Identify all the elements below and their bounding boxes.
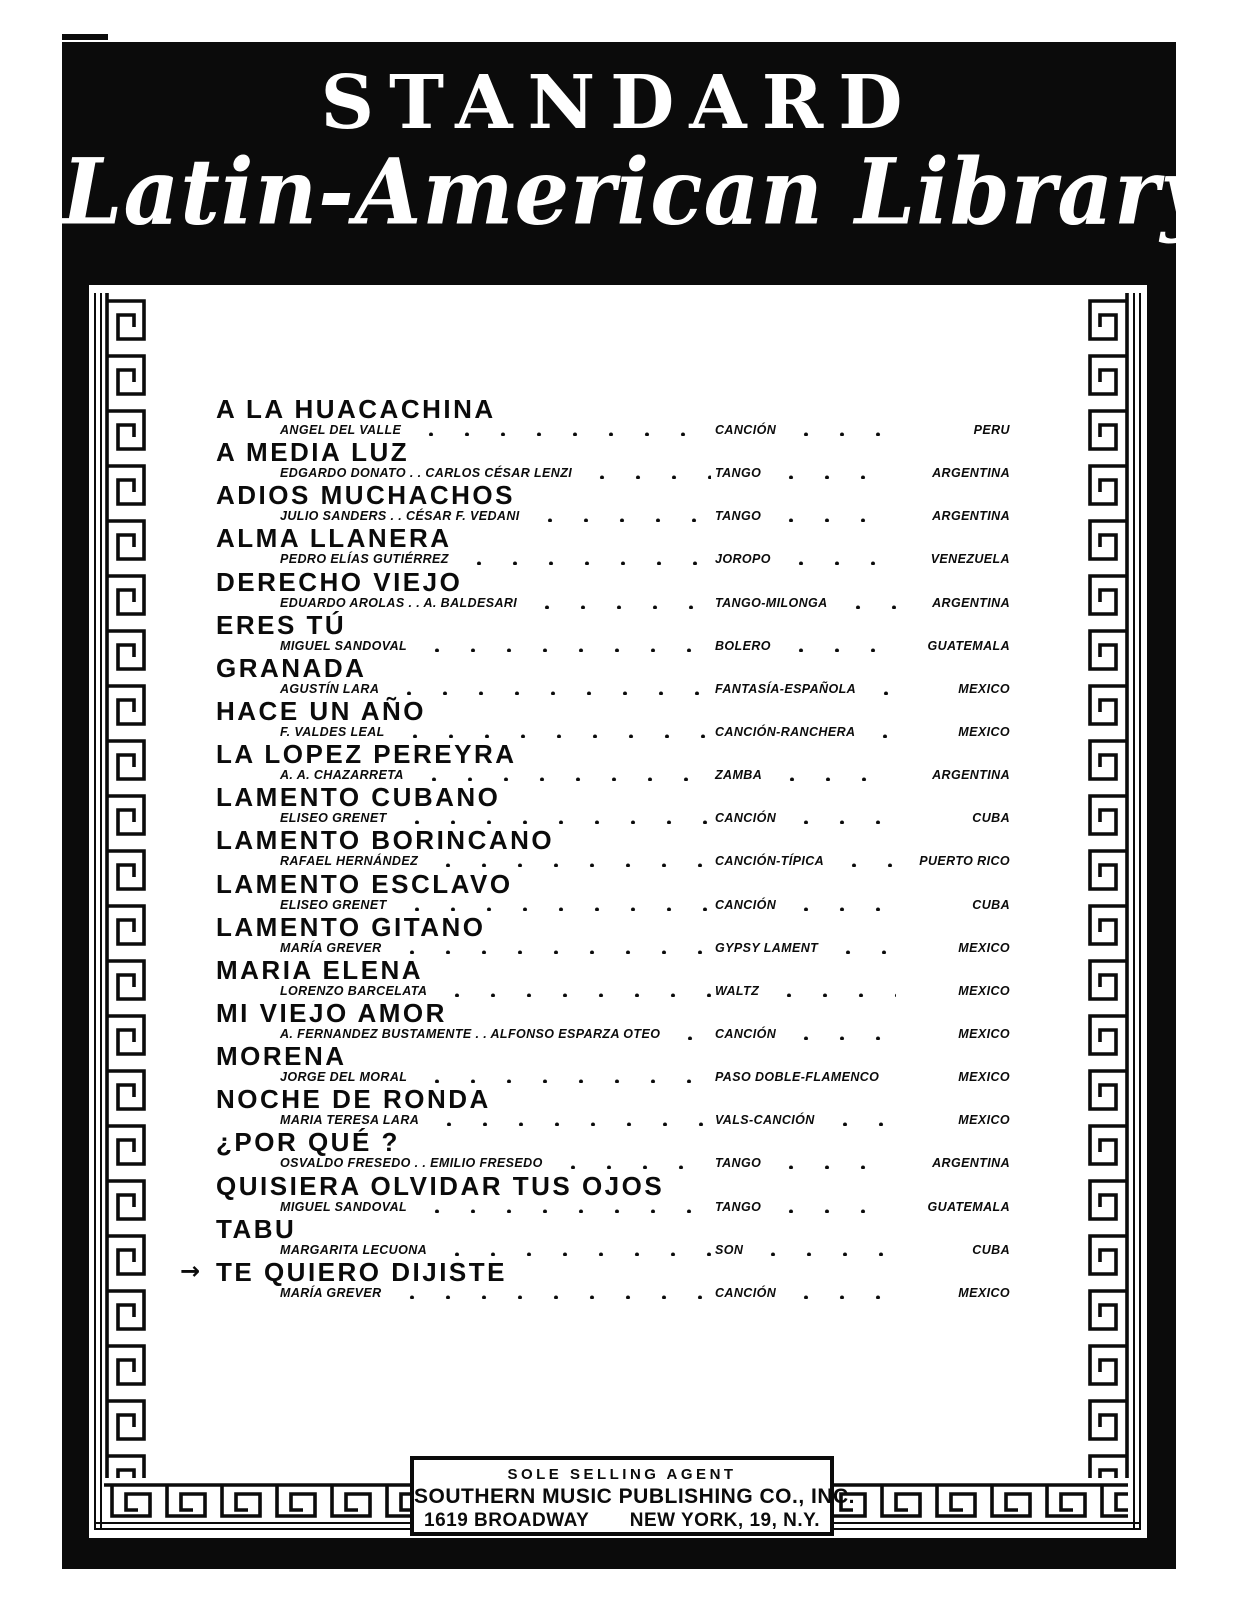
song-title: NOCHE DE RONDA (216, 1084, 491, 1115)
song-genre: TANGO (715, 509, 762, 524)
dot-leader (411, 431, 711, 436)
dot-leader (786, 1035, 896, 1040)
song-credit-line (216, 1243, 1010, 1257)
song-title-line (216, 1213, 1010, 1244)
dot-leader (834, 862, 896, 867)
song-entry (216, 396, 1010, 439)
song-country: MEXICO (958, 724, 1010, 739)
song-composer: JORGE DEL MORAL (280, 1070, 408, 1085)
dot-leader (786, 819, 896, 824)
song-title: A LA HUACACHINA (216, 394, 496, 424)
dot-leader (417, 1078, 711, 1083)
song-credit-line (216, 811, 1010, 825)
dot-leader (786, 431, 896, 436)
song-title-line (216, 439, 1010, 466)
publisher-street: 1619 BROADWAY (424, 1510, 590, 1531)
song-genre: SON (715, 1242, 744, 1257)
genre-cell (715, 984, 900, 998)
publisher-city: NEW YORK, 19, N.Y. (629, 1510, 820, 1531)
song-title-line (216, 911, 1010, 942)
song-entry (216, 1129, 1010, 1172)
song-genre: VALS-CANCIÓN (715, 1113, 815, 1128)
song-genre: JOROPO (715, 552, 771, 567)
dot-leader (838, 604, 896, 609)
right-rule-outer (1139, 293, 1141, 1530)
composer-cell (216, 639, 715, 653)
song-composer: ELISEO GRENET (280, 897, 387, 912)
selling-agent-box (410, 1456, 856, 1536)
song-title-line (216, 1129, 1010, 1156)
dot-leader (771, 1164, 896, 1169)
song-composer: F. VALDES LEAL (280, 724, 385, 739)
song-entry (216, 911, 1010, 957)
song-credit-line (216, 639, 1010, 653)
song-country: MEXICO (958, 1026, 1010, 1041)
greek-key-border-right (1086, 293, 1130, 1478)
song-composer: A. FERNANDEZ BUSTAMENTE . . ALFONSO ESPARZA OTEO (280, 1026, 661, 1041)
song-credit-line (216, 509, 1010, 523)
song-entry (216, 439, 1010, 482)
composer-cell (216, 466, 715, 480)
genre-cell (715, 552, 900, 566)
song-entry (216, 1213, 1010, 1259)
composer-cell (216, 898, 715, 912)
song-composer: EDGARDO DONATO . . CARLOS CÉSAR LENZI (280, 466, 573, 481)
song-genre: CANCIÓN-TÍPICA (715, 854, 825, 869)
song-composer: MARGARITA LECUONA (280, 1242, 428, 1257)
song-composer: MIGUEL SANDOVAL (280, 1199, 408, 1214)
song-composer: A. A. CHAZARRETA (280, 768, 404, 783)
song-entry (216, 827, 1010, 870)
song-credit-line (216, 423, 1010, 437)
song-entry (216, 525, 1010, 568)
dot-leader (866, 690, 896, 695)
song-credit-line (216, 1113, 1010, 1127)
composer-cell (216, 1113, 715, 1127)
song-title: MI VIEJO AMOR (216, 997, 447, 1028)
song-composer: JULIO SANDERS . . CÉSAR F. VEDANI (280, 509, 520, 524)
song-credit-line (216, 1286, 1010, 1300)
header-block (62, 42, 1212, 285)
song-title: LA LOPEZ PEREYRA (216, 739, 517, 770)
composer-cell (216, 596, 715, 610)
song-title-line (216, 482, 1010, 509)
genre-cell (715, 898, 900, 912)
song-country: MEXICO (958, 940, 1010, 955)
left-rule-inner (100, 293, 102, 1530)
dot-leader (582, 474, 711, 479)
song-title-line (216, 868, 1010, 899)
dot-leader (417, 1208, 711, 1213)
genre-cell (715, 941, 900, 955)
song-country: GUATEMALA (927, 638, 1010, 653)
song-credit-line (216, 941, 1010, 955)
song-title-line (216, 525, 1010, 552)
song-title-line (216, 695, 1010, 726)
song-composer: MARÍA GREVER (280, 940, 382, 955)
song-title: TE QUIERO DIJISTE (216, 1256, 507, 1287)
song-title-line (216, 396, 1010, 423)
song-entry (216, 868, 1010, 914)
song-genre: CANCIÓN (715, 1285, 777, 1300)
dot-leader (828, 949, 896, 954)
song-entry (216, 954, 1010, 1000)
song-composer: ELISEO GRENET (280, 811, 387, 826)
arrow-marker-icon: → (180, 1256, 203, 1285)
song-title-line (216, 1086, 1010, 1113)
dot-leader (397, 906, 711, 911)
song-country: ARGENTINA (932, 466, 1010, 481)
song-composer: AGUSTÍN LARA (280, 681, 380, 696)
song-entry (216, 741, 1010, 784)
scan-artifact-dash (62, 34, 108, 40)
song-title-line (216, 784, 1010, 811)
song-title: DERECHO VIEJO (216, 566, 463, 597)
song-composer: MIGUEL SANDOVAL (280, 638, 408, 653)
composer-cell (216, 552, 715, 566)
dot-leader (670, 1035, 711, 1040)
dot-leader (428, 862, 711, 867)
song-title: LAMENTO GITANO (216, 911, 486, 942)
series-title: STANDARD (320, 60, 918, 146)
composer-cell (216, 682, 715, 696)
song-genre: BOLERO (715, 638, 771, 653)
song-country: ARGENTINA (932, 509, 1010, 524)
song-credit-line (216, 984, 1010, 998)
song-credit-line (216, 854, 1010, 868)
song-title: QUISIERA OLVIDAR TUS OJOS (216, 1170, 665, 1201)
song-title: GRANADA (216, 652, 367, 683)
dot-leader (414, 776, 711, 781)
composer-cell (216, 811, 715, 825)
dot-leader (781, 560, 896, 565)
right-rule-inner (1133, 293, 1135, 1530)
song-entry (216, 482, 1010, 525)
song-country: PERU (973, 423, 1010, 437)
dot-leader (437, 992, 711, 997)
song-title-line (216, 997, 1010, 1028)
song-title: A MEDIA LUZ (216, 437, 410, 468)
agent-label: SOLE SELLING AGENT (507, 1466, 737, 1483)
dot-leader (437, 1251, 711, 1256)
song-genre: TANGO (715, 1156, 762, 1171)
song-entry (216, 695, 1010, 741)
song-country: PUERTO RICO (919, 854, 1010, 869)
song-composer: PEDRO ELÍAS GUTIÉRREZ (280, 552, 449, 567)
song-credit-line (216, 1200, 1010, 1214)
composer-cell (216, 1156, 715, 1170)
composer-cell (216, 1070, 715, 1084)
song-title: ALMA LLANERA (216, 523, 452, 554)
song-title: LAMENTO BORINCANO (216, 825, 555, 856)
dot-leader (392, 949, 711, 954)
greek-key-border-left (104, 293, 148, 1478)
song-entry (216, 1170, 1010, 1216)
song-title-line (216, 652, 1010, 683)
series-subtitle: Latin-American Library (62, 138, 1212, 246)
song-country: ARGENTINA (932, 768, 1010, 783)
genre-cell (715, 1200, 900, 1214)
genre-cell (715, 509, 900, 523)
song-title-line (180, 1256, 1010, 1287)
composer-cell (216, 1027, 715, 1041)
dot-leader (786, 906, 896, 911)
song-composer: RAFAEL HERNÁNDEZ (280, 854, 419, 869)
dot-leader (771, 474, 896, 479)
bottom-black-band (62, 1538, 1176, 1569)
dot-leader (417, 647, 711, 652)
song-credit-line (216, 682, 1010, 696)
song-composer: MARÍA GREVER (280, 1285, 382, 1300)
genre-cell (715, 1286, 900, 1300)
song-entry (216, 1043, 1010, 1086)
song-title: MORENA (216, 1041, 347, 1072)
song-entry (216, 997, 1010, 1043)
dot-leader (865, 733, 896, 738)
song-genre: CANCIÓN-RANCHERA (715, 724, 856, 739)
song-title: ADIOS MUCHACHOS (216, 480, 515, 511)
dot-leader (769, 992, 896, 997)
song-entry (216, 784, 1010, 827)
song-credit-line (216, 768, 1010, 782)
genre-cell (715, 1156, 900, 1170)
genre-cell (715, 725, 900, 739)
song-composer: OSVALDO FRESEDO . . EMILIO FRESEDO (280, 1156, 543, 1171)
song-country: CUBA (972, 897, 1010, 912)
song-title: MARIA ELENA (216, 954, 424, 985)
song-title: TABU (216, 1213, 297, 1244)
composer-cell (216, 509, 715, 523)
song-title-line (216, 954, 1010, 985)
song-credit-line (216, 898, 1010, 912)
song-list (180, 394, 1010, 1302)
composer-cell (216, 941, 715, 955)
dot-leader (459, 560, 711, 565)
song-genre: CANCIÓN (715, 897, 777, 912)
genre-cell (715, 1113, 900, 1127)
genre-cell (715, 1027, 900, 1041)
song-title-line (216, 827, 1010, 854)
song-country: ARGENTINA (932, 595, 1010, 610)
composer-cell (216, 984, 715, 998)
song-genre: CANCIÓN (715, 423, 777, 437)
song-title-line (216, 1043, 1010, 1070)
dot-leader (772, 776, 896, 781)
dot-leader (786, 1294, 896, 1299)
song-credit-line (216, 1070, 1010, 1084)
composer-cell (216, 854, 715, 868)
dot-leader (389, 690, 711, 695)
song-credit-line (216, 466, 1010, 480)
dot-leader (781, 647, 896, 652)
song-title-line (216, 1170, 1010, 1201)
song-country: MEXICO (958, 1070, 1010, 1085)
song-country: MEXICO (958, 1113, 1010, 1128)
song-composer: MARIA TERESA LARA (280, 1113, 420, 1128)
song-title-line (216, 741, 1010, 768)
song-country: MEXICO (958, 1285, 1010, 1300)
song-genre: TANGO (715, 466, 762, 481)
song-entry (216, 1086, 1010, 1129)
song-genre: GYPSY LAMENT (715, 940, 819, 955)
composer-cell (216, 725, 715, 739)
dot-leader (530, 517, 711, 522)
dot-leader (395, 733, 711, 738)
composer-cell (216, 768, 715, 782)
genre-cell (715, 466, 900, 480)
song-country: ARGENTINA (932, 1156, 1010, 1171)
dot-leader (771, 1208, 896, 1213)
song-composer: EDUARDO AROLAS . . A. BALDESARI (280, 595, 518, 610)
dot-leader (392, 1294, 711, 1299)
genre-cell (715, 682, 900, 696)
song-title: ¿POR QUÉ ? (216, 1127, 400, 1158)
song-genre: PASO DOBLE-FLAMENCO (715, 1070, 880, 1085)
song-entry (216, 609, 1010, 655)
composer-cell (216, 1200, 715, 1214)
song-genre: ZAMBA (715, 768, 763, 783)
song-country: MEXICO (958, 681, 1010, 696)
song-entry (216, 652, 1010, 698)
publisher-name: SOUTHERN MUSIC PUBLISHING CO., INC. (414, 1485, 856, 1508)
song-title: HACE UN AÑO (216, 695, 426, 726)
song-entry (216, 566, 1010, 612)
publisher-address (414, 1510, 830, 1532)
song-credit-line (216, 552, 1010, 566)
song-title-line (216, 609, 1010, 640)
dot-leader (527, 604, 711, 609)
genre-cell (715, 811, 900, 825)
genre-cell (715, 423, 900, 437)
song-title: LAMENTO ESCLAVO (216, 868, 513, 899)
song-country: GUATEMALA (927, 1199, 1010, 1214)
dot-leader (825, 1121, 896, 1126)
genre-cell (715, 639, 900, 653)
song-credit-line (216, 725, 1010, 739)
dot-leader (771, 517, 896, 522)
genre-cell (715, 854, 900, 868)
song-composer: LORENZO BARCELATA (280, 983, 428, 998)
song-composer: ANGEL DEL VALLE (280, 423, 402, 437)
dot-leader (753, 1251, 896, 1256)
composer-cell (216, 423, 715, 437)
dot-leader (889, 1078, 896, 1083)
song-genre: CANCIÓN (715, 1026, 777, 1041)
genre-cell (715, 1243, 900, 1257)
song-title: ERES TÚ (216, 609, 347, 640)
song-credit-line (216, 1027, 1010, 1041)
composer-cell (216, 1286, 715, 1300)
song-genre: FANTASÍA-ESPAÑOLA (715, 681, 857, 696)
composer-cell (216, 1243, 715, 1257)
dot-leader (553, 1164, 711, 1169)
song-country: VENEZUELA (930, 552, 1010, 567)
song-credit-line (216, 1156, 1010, 1170)
left-rule-outer (94, 293, 96, 1530)
song-country: MEXICO (958, 983, 1010, 998)
song-credit-line (216, 596, 1010, 610)
genre-cell (715, 596, 900, 610)
genre-cell (715, 768, 900, 782)
song-title: LAMENTO CUBANO (216, 782, 501, 813)
song-entry (180, 1256, 1010, 1302)
song-genre: CANCIÓN (715, 811, 777, 826)
dot-leader (397, 819, 711, 824)
genre-cell (715, 1070, 900, 1084)
song-genre: TANGO-MILONGA (715, 595, 828, 610)
dot-leader (429, 1121, 711, 1126)
song-title-line (216, 566, 1010, 597)
song-country: CUBA (972, 811, 1010, 826)
song-genre: TANGO (715, 1199, 762, 1214)
song-genre: WALTZ (715, 983, 760, 998)
song-country: CUBA (972, 1242, 1010, 1257)
